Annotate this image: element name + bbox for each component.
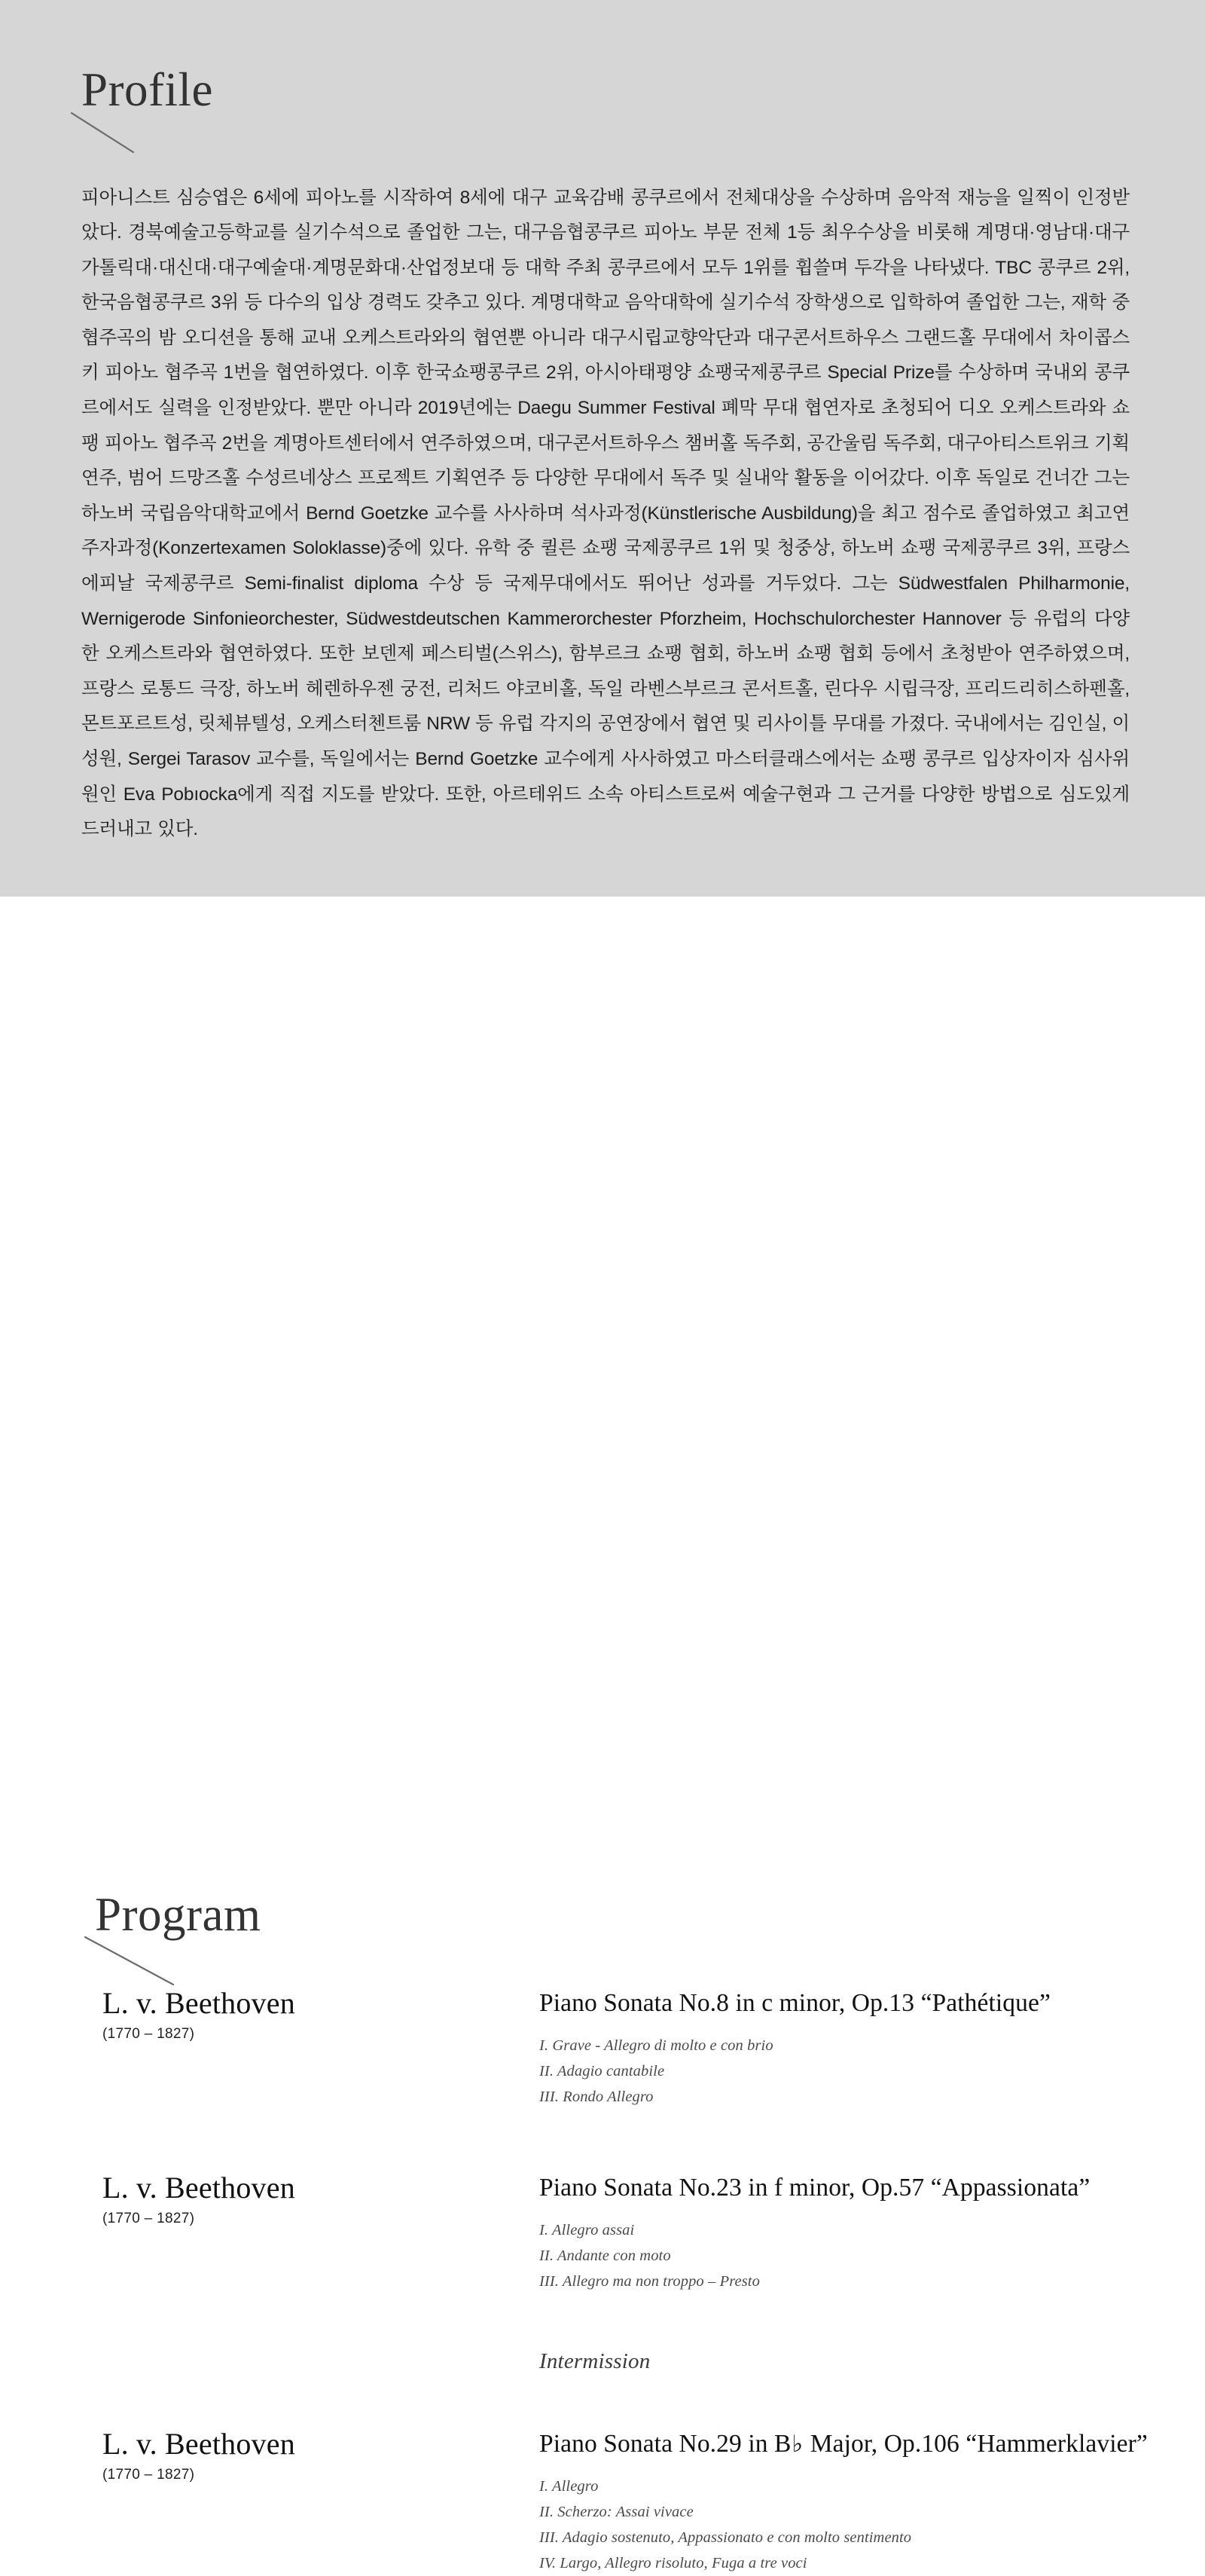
- movement-item: III. Allegro ma non troppo – Presto: [539, 2273, 760, 2290]
- program-heading-rule-icon: [81, 1930, 255, 1991]
- program-entry-composer-block: [102, 2426, 539, 2486]
- composer-dates: (1770 – 1827): [102, 2026, 195, 2043]
- composer-dates: (1770 – 1827): [102, 2467, 195, 2483]
- program-entry: [0, 1985, 1205, 2110]
- movement-item: I. Grave - Allegro di molto e con brio: [539, 2037, 773, 2055]
- intermission-spacer: [102, 2348, 539, 2375]
- program-section: [0, 897, 1205, 2572]
- profile-heading: Profile: [81, 63, 213, 117]
- flat-symbol-icon: ♭: [792, 2431, 804, 2458]
- movement-item: I. Allegro assai: [539, 2222, 635, 2239]
- intermission-label: Intermission: [539, 2349, 651, 2374]
- movement-item: IV. Largo, Allegro risoluto, Fuga a tre voci: [539, 2555, 807, 2572]
- movement-list: [539, 2474, 1205, 2576]
- piece-title: [539, 1988, 1205, 2018]
- profile-section: [0, 0, 1205, 897]
- movement-item: II. Adagio cantabile: [539, 2063, 665, 2080]
- piece-title-prefix: Piano Sonata No.29 in B: [539, 2430, 792, 2458]
- program-entry-composer-block: [102, 1985, 539, 2045]
- program-entry-piece-block: [539, 1985, 1205, 2110]
- composer-name: L. v. Beethoven: [102, 2427, 295, 2461]
- composer-dates: (1770 – 1827): [102, 2211, 195, 2227]
- program-heading: Program: [95, 1888, 261, 1942]
- movement-list: [539, 2217, 1205, 2294]
- piece-title-prefix: Piano Sonata No.8 in c minor, Op.13 “Pathétique”: [539, 1989, 1051, 2017]
- movement-item: II. Scherzo: Assai vivace: [539, 2504, 694, 2521]
- movement-list: [539, 2033, 1205, 2110]
- movement-item: III. Rondo Allegro: [539, 2089, 654, 2106]
- movement-item: II. Andante con moto: [539, 2248, 671, 2265]
- piece-title-suffix: Major, Op.106 “Hammerklavier”: [804, 2430, 1148, 2458]
- piece-title: [539, 2429, 1205, 2459]
- composer-name: L. v. Beethoven: [102, 1986, 295, 2020]
- program-entry-composer-block: [102, 2170, 539, 2229]
- program-entry: [0, 2426, 1205, 2576]
- profile-body-text: 피아니스트 심승엽은 6세에 피아노를 시작하여 8세에 대구 교육감배 콩쿠르에서 전체대상을 수상하며 음악적 재능을 일찍이 인정받았다. 경북예술고등학교를 실기수석으로 졸업한 그는, 대구음협콩쿠르 피아노 부문 전체 1등 최우수상을 비롯해 계명대·영남대·대구가톨릭대·대신대·대구예술대·계명문화대·산업정보대 등 대학 주최 콩쿠르에서 모두 1위를 휩쓸며 두각을 나타냈다. TBC 콩쿠르 2위, 한국음협콩쿠르 3위 등 다수의 입상 경력도 갖추고 있다. 계명대학교 음악대학에 실기수석 장학생으로 입학하여 졸업한 그는, 재학 중 협주곡의 밤 오디션을 통해 교내 오케스트라와의 협연뿐 아니라 대구시립교향악단과 대구콘서트하우스 그랜드홀 무대에서 차이콥스키 피아노 협주곡 1번을 협연하였다. 이후 한국쇼팽콩쿠르 2위, 아시아태평양 쇼팽국제콩쿠르 Special Prize를 수상하며 국내외 콩쿠르에서도 실력을 인정받았다. 뿐만 아니라 2019년에는 Daegu Summer Festival 폐막 무대 협연자로 초청되어 디오 오케스트라와 쇼팽 피아노 협주곡 2번을 계명아트센터에서 연주하였으며, 대구콘서트하우스 챔버홀 독주회, 공간울림 독주회, 대구아티스트위크 기획연주, 범어 드망즈홀 수성르네상스 프로젝트 기획연주 등 다양한 무대에서 독주 및 실내악 활동을 이어갔다. 이후 독일로 건너간 그는 하노버 국립음악대학교에서 Bernd Goetzke 교수를 사사하며 석사과정(Künstlerische Ausbildung)을 최고 점수로 졸업하였고 최고연주자과정(Konzertexamen Soloklasse)중에 있다. 유학 중 퀼른 쇼팽 국제콩쿠르 1위 및 청중상, 하노버 쇼팽 국제콩쿠르 3위, 프랑스 에피날 국제콩쿠르 Semi-finalist diploma 수상 등 국제무대에서도 뛰어난 성과를 거두었다. 그는 Südwestfalen Philharmonie, Wernigerode Sinfonieorchester, Südwestdeutschen Kammerorchester Pforzheim, Hochschulorchester Hannover 등 유럽의 다양한 오케스트라와 협연하였다. 또한 보덴제 페스티벌(스위스), 함부르크 쇼팽 협회, 하노버 쇼팽 협회 등에서 초청받아 연주하였으며, 프랑스 로통드 극장, 하노버 헤렌하우젠 궁전, 리처드 야코비홀, 독일 라벤스부르크 콘서트홀, 린다우 시립극장, 프리드리히스하펜홀, 몬트포르트성, 릿체뷰텔성, 오케스터첸트룸 NRW 등 유럽 각지의 공연장에서 협연 및 리사이틀 무대를 가졌다. 국내에서는 김인실, 이성원, Sergei Tarasov 교수를, 독일에서는 Bernd Goetzke 교수에게 사사하였고 마스터클래스에서는 쇼팽 콩쿠르 입상자이자 심사위원인 Eva Pobıocka에게 직접 지도를 받았다. 또한, 아르테위드 소속 아티스트로써 예술구현과 그 근거를 다양한 방법으로 심도있게 드러내고 있다.: [81, 187, 1130, 840]
- profile-heading-rule-icon: [68, 105, 211, 158]
- piece-title-prefix: Piano Sonata No.23 in f minor, Op.57 “Appassionata”: [539, 2174, 1091, 2202]
- program-entry-piece-block: [539, 2170, 1205, 2294]
- intermission-row: [0, 2348, 1205, 2375]
- movement-item: I. Allegro: [539, 2478, 599, 2495]
- program-list: [0, 1985, 1205, 2576]
- movement-item: III. Adagio sostenuto, Appassionato e con molto sentimento: [539, 2529, 912, 2547]
- program-entry: [0, 2170, 1205, 2294]
- program-entry-piece-block: [539, 2426, 1205, 2576]
- piece-title: [539, 2173, 1205, 2203]
- composer-name: L. v. Beethoven: [102, 2171, 295, 2205]
